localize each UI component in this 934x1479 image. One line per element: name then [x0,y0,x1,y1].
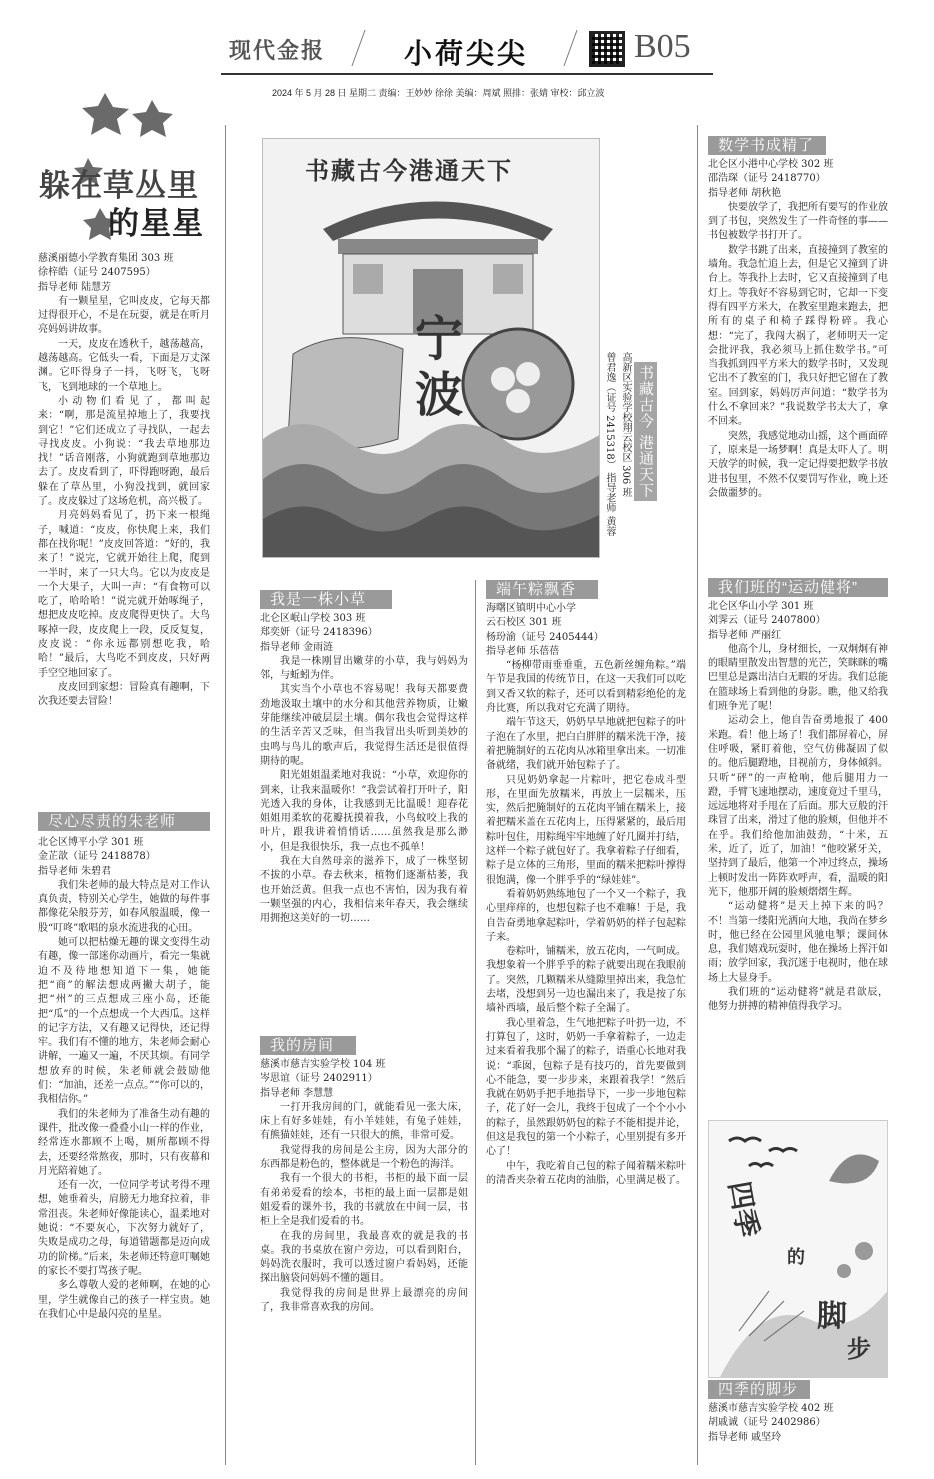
artwork-big-text: 宁波 [415,311,464,423]
article-title: 数学书成精了 [708,136,826,155]
teacher: 指导老师 乐蓓蓓 [486,645,560,657]
paragraph: 阳光姐姐温柔地对我说：“小草，欢迎你的到来，让我来温暖你！”我尝试着打开叶子，阳光透入我的身体，让我感到无比温暖！迎春花姐姐用柔软的花瓣抚摸着我，小鸟蚊咬上我的叶片，跟我讲着悄悄话……虽然我是那么渺小，但是我很快乐，我一点也不孤单！ [260,770,468,853]
teacher: 指导老师 严丽红 [708,629,782,641]
school: 北仑区华山小学 301 班 [708,601,814,612]
teacher: 指导老师 陆慧芳 [38,281,112,293]
paragraph: 数学书跳了出来，直接撞到了教室的墙角。我急忙追上去，但是它又撞到了讲台上。等我扑上去时，它又直接撞到了电灯上。等我好不容易到它时，它却一下变得有四平方米大，在教室里跑来跑去，把所有的桌子和椅子踩得粉碎。我心想：“完了，我闯大祸了，老师明天一定会批评我，我必须马上抓住数学书。”可当我抓到四平方米大的数学书时，又发现它出不了教室的门，我只好把它留在了教室。回到家，妈妈厉声问道：“数学书为什么不拿回来？”我说数学书太大了，拿不回来。 [708,244,888,428]
paragraph: 有一颗星星，它叫皮皮，它每天都过得很开心，不是在玩耍，就是在听月亮妈妈讲故事。 [38,295,210,336]
paragraph: 她可以把枯燥无趣的课文变得生动有趣，像一部迷你动画片，看完一集就迫不及待地想知道下一集，她能把“商”的解法想成两撇大胡子，能把“州”的三点想成三座小岛，还能把“瓜”的一个点想成一个大西瓜。这样的记字方法，又有趣又记得快，还记得牢。我们有不懂的地方，朱老师会耐心讲解，一遍又一遍，不厌其烦。有同学想放弃的时候，朱老师就会鼓励他们：“加油，还差一点点。”“你可以的，我相信你。” [38,937,210,1106]
article-body [38,252,210,802]
school: 慈溪丽德小学教育集团 303 班 [38,253,174,264]
author: 胡戚诚（证号 2402986） [708,1417,826,1429]
article-title: 我们班的“运动健将” [708,578,888,597]
paragraph: 端午节这天，奶奶早早地就把包粽子的叶子泡在了水里，把白白胖胖的糯米洗干净，接着把腌制好的五花肉从冰箱里拿出来。一切准备就绪，我们就开始包粽子了。 [486,717,686,772]
article-title: 的星星 [108,206,204,241]
author: 郑奕妍（证号 2418396） [260,627,378,639]
article-body [708,600,888,1110]
masthead-divider [563,30,577,66]
paragraph: 我心里着急，生气地把粽子叶扔一边，不打算包了，这时，奶奶一手拿着粽子，一边走过来看着我那个漏了的粽子，语重心长地对我说：“乖囡，包粽子是有技巧的，首先要做到心不能急，要一步步来，来跟着我学！”然后我就在奶奶手把手地指导下，一步一步地包粽子，花了好一会儿，我终于包成了一个个小小的粽子，虽然跟奶奶包的粽子不能相提并论，但这是我包的第一个小粽子，心里别提有多开心了！ [486,1017,686,1158]
paragraph: 我觉得我的房间是世界上最漂亮的房间了，我非常喜欢我的房间。 [260,1287,468,1314]
student-artwork [262,138,600,558]
paragraph: 我有一个很大的书柜，书柜的最下面一层有弟弟爱看的绘本，书柜的最上面一层都是姐姐爱看的课外书，我的书就放在中间一层，书柜上全是我们爱看的书。 [260,1173,468,1228]
article-body [708,1402,888,1466]
paragraph: 看着奶奶熟练地包了一个又一个粽子，我心里痒痒的，也想包粽子也不难嘛！于是，我自告奋勇地拿起粽叶，学着奶奶的样子包起粽子来。 [486,888,686,943]
artwork-banner: 书藏古今港通天下 [305,156,513,185]
paragraph: 卷粽叶，铺糯米，放五花肉，一气呵成。我想象着一个胖乎乎的粽子就要出现在我眼前了。突然，几颗糯米从缝隙里掉出来，我急忙去堵，没想到另一边也漏出来了，我是按了东墙补西墙，最后整个粽子全漏了。 [486,946,686,1015]
issue-info: 2024 年 5 月 28 日 星期二 责编：王妙妙 徐徐 美编：周斌 照排：张婧 审校：邱立波 [272,88,605,98]
section-name: 小荷尖尖 [404,38,529,69]
article-body [38,836,210,1466]
school: 北仑区博平小学 301 班 [38,837,144,848]
teacher: 指导老师 朱碧君 [38,865,112,877]
paragraph: 月亮妈妈看见了，扔下来一根绳子，喊道：“皮皮，你快爬上来，我们都在找你呢！”皮皮回答道：“好的，我来了！”说完，它就开始往上爬，爬到一半时，来了一只大鸟。它以为皮皮是一个大果子，大叫一声：“有食物可以吃了，哈哈哈！”说完就开始啄绳子，想把皮皮吃掉。皮皮爬得更快了。大鸟啄掉一段，皮皮爬上一段，反反复复，皮皮说：“你永远都别想吃我，哈哈！”最后，大鸟吃不到皮皮，只好两手空空地回家了。 [38,510,210,679]
paragraph: 我是一株刚冒出嫩芽的小草，我与妈妈为邻，与蚯蚓为伴。 [260,655,468,682]
school: 北仑区岷山学校 303 班 [260,613,366,624]
column-rule [225,125,226,1465]
paragraph: 我觉得我的房间是公主房，因为大部分的东西都是粉色的，整体就是一个粉色的海洋。 [260,1144,468,1171]
article-body [260,612,468,1032]
artwork-text: 脚 [817,1299,847,1334]
article-body [486,602,686,1466]
author: 金芷歆（证号 2418878） [38,851,156,863]
artwork-author: 曾君逸（证号 2415318） 指导老师 黄蓉 [604,352,615,537]
author: 云石校区 301 班 [486,617,562,629]
author: 邵浩琛（证号 2418770） [708,173,826,185]
paragraph: 他高个儿，身材细长，一双炯炯有神的眼睛里散发出智慧的光芒，笑眯眯的嘴巴里总是露出洁白无暇的牙齿。我们总能在篮球场上看到他的身影。瞧，他又给我们班争光了呢！ [708,643,888,713]
artwork-text: 步 [847,1334,871,1363]
school: 北仑区小港中心学校 302 班 [708,159,834,170]
paragraph: 快要放学了，我把所有要写的作业放到了书包，突然发生了一件奇怪的事——书包被数学书打开了。 [708,201,888,242]
paragraph: 我们朱老师的最大特点是对工作认真负责，特别关心学生，她做的每件事都像花朵般芬芳，如春风般温暖，像一股“叮咚”歌唱的泉水流进我的心田。 [38,879,210,934]
student-artwork [708,1120,888,1378]
paragraph: 运动会上，他自告奋勇地报了 400 米跑。看！他上场了！我们都屏着心，屏住呼吸，紧盯着他，空气仿佛凝固了似的。他后腿蹬地，目视前方，身体倾斜。只听“砰”的一声枪响，他后腿用力一蹬，手臂飞速地摆动，速度竟过千里马，远远地将对手甩在了后面。那大豆般的汗珠冒了出来，滑过了他的脸颊，但他并不在乎。我们给他加油鼓劲，“十米，五米，近了，近了，加油！”他咬紧牙关，坚持到了最后，他第一个冲过终点，操场上顿时发出一阵阵欢呼声，看，温暖的阳光下，他那开阔的脸颊熠熠生辉。 [708,715,888,898]
page-number: B05 [634,28,691,65]
artwork-school: 高新区实验学校翔云校区 306 班 [620,352,631,498]
school: 慈溪市慈吉实验学校 402 班 [708,1403,834,1414]
article-body [708,158,888,570]
paper-name: 现代金报 [229,38,326,63]
qr-code-icon [589,31,625,67]
school: 海曙区镇明中心小学 [486,603,576,614]
author: 杨玢渝（证号 2405444） [486,631,604,643]
column-rule [475,580,476,1465]
paragraph: 多么尊敬人爱的老师啊，在她的心里，学生就像自己的孩子一样宝贵。她在我们心中是最闪亮的星星。 [38,1280,210,1320]
paragraph: 一天，皮皮在透秋千，越荡越高，越荡越高。它低头一看，下面是万丈深渊。它吓得身子一抖，飞呀飞，飞呀飞，飞到地球的一个草地上。 [38,338,210,393]
artwork-text: 四季 [722,1178,765,1240]
teacher: 指导老师 李慧慧 [260,1087,334,1099]
masthead-divider [351,30,365,66]
school: 慈溪市慈吉实验学校 104 班 [260,1059,386,1070]
masthead-rule [221,73,713,75]
teacher: 指导老师 戚坚玲 [708,1431,782,1443]
column-rule [697,125,698,1465]
author: 刘霁云（证号 2407800） [708,615,826,627]
paragraph: 其实当个小草也不容易呢！我每天都要费劲地汲取土壤中的水分和其他营养物质，让嫩芽能继续冲破层层土壤。偶尔我也会觉得这样的生活辛苦又乏味，但当我冒出头听到美妙的虫鸣与鸟儿的歌声后，我觉得生活还是很值得期待的呢。 [260,684,468,767]
teacher: 指导老师 金雨涟 [260,641,334,653]
teacher: 指导老师 胡秋艳 [708,187,782,199]
paragraph: 小动物们看见了，都叫起来：“啊，那是流星掉地上了，我要找到它！”它们还成立了寻找队，一起去寻找皮皮。小狗说：“我去草地那边找！”话音刚落，小狗就跑到草地那边去了。皮皮看到了，吓得跑呀跑，最后躲在了草丛里，小狗没找到，就回家了。皮皮躲过了这场危机，高兴极了。 [38,395,210,508]
artwork-text: 的 [787,1247,805,1268]
paragraph: 一打开我房间的门，就能看见一张大床，床上有好多娃娃，有小羊娃娃，有兔子娃娃，有熊猫娃娃，还有一只很大的熊，非常可爱。 [260,1101,468,1142]
paragraph: 还有一次，一位同学考试考得不理想，她垂着头，肩膀无力地耷拉着，非常沮丧。朱老师好像能读心，温柔地对她说：“不要灰心，下次努力就好了，失败是成功之母，每道错题都是迈向成功的阶梯。”后来，朱老师还特意叮嘱她的家长不要打骂孩子呢。 [38,1180,210,1277]
author: 岑思谊（证号 2402911） [260,1073,378,1085]
article-title: 我的房间 [260,1036,356,1055]
article-title: 我是一株小草 [260,590,392,609]
paragraph: 中午，我吃着自己包的粽子闻着糯米粽叶的清香夹杂着五花肉的油脂，心里满足极了。 [486,1160,686,1186]
paragraph: “杨柳带雨垂垂重，五色新丝缠角粽。”端午节是我国的传统节日，在这一天我们可以吃到又香又软的粽子，还可以看到精彩绝伦的龙舟比赛，所以我对它充满了期待。 [486,660,686,715]
author: 徐梓皓（证号 2407595） [38,267,156,279]
paragraph: 我们班的“运动健将”就是君歆辰，他努力拼搏的精神值得我学习。 [708,987,888,1013]
paragraph: 突然，我感觉地动山摇，这个画面碎了，原来是一场梦啊！真是太吓人了。明天放学的时候，我一定记得要把数学书放进书包里，不然不仅要罚写作业，晚上还会做噩梦的。 [708,430,888,499]
paragraph: 皮皮回到家想：冒险真有趣啊，下次我还要去冒险！ [38,681,210,708]
article-title: 躲在草丛里 [39,168,199,203]
article-body [260,1058,468,1466]
paragraph: 只见奶奶拿起一片粽叶，把它卷成斗型形，在里面先放糯米，再放上一层糯米，压实，然后把腌制好的五花肉平铺在糯米上，接着把糯米盖在五花肉上，压得紧紧的，最后用粽叶包住，用粽绳牢牢地缠了好几圈并打结，这样一个粽子就包好了。我拿着粽子仔细看，粽子是立体的三角形，里面的糯米把粽叶撑得很饱满，像一个胖乎乎的“绿娃娃”。 [486,774,686,886]
article-title: 尽心尽责的朱老师 [38,812,210,831]
paragraph: 在我的房间里，我最喜欢的就是我的书桌。我的书桌放在窗户旁边，可以看到阳台，妈妈洗衣服时，我可以透过窗户看妈妈，还能探出脑袋问妈妈不懂的题目。 [260,1230,468,1285]
article-title: 四季的脚步 [708,1380,810,1399]
paragraph: 我们的朱老师为了准备生动有趣的课件，批改像一叠叠小山一样的作业，经常连水都顾不上喝，厕所都顾不得去，还要经常熬夜，那时，只有夜幕和月光陪着她了。 [38,1108,210,1177]
paragraph: 我在大自然母亲的滋养下，成了一株坚韧不拔的小草。春去秋来，植物们逐渐枯萎，我也开始泛黄。但我一点也不害怕，因为我有着一颗坚强的内心，我相信来年春天，我会继续用拥抱这美好的一切…… [260,856,468,925]
article-title: 端午粽飘香 [486,580,598,599]
paragraph: “运动健将”是天上掉下来的吗？不！当第一缕阳光洒向大地，我尚在梦乡时，他已经在公园里风驰电掣；课间休息，我们嬉戏玩耍时，他在操场上挥汗如雨；放学回家，我沉迷于电视时，他在球场上大显身手。 [708,901,888,984]
artwork-title: 书藏古今 港通天下 [634,362,657,501]
